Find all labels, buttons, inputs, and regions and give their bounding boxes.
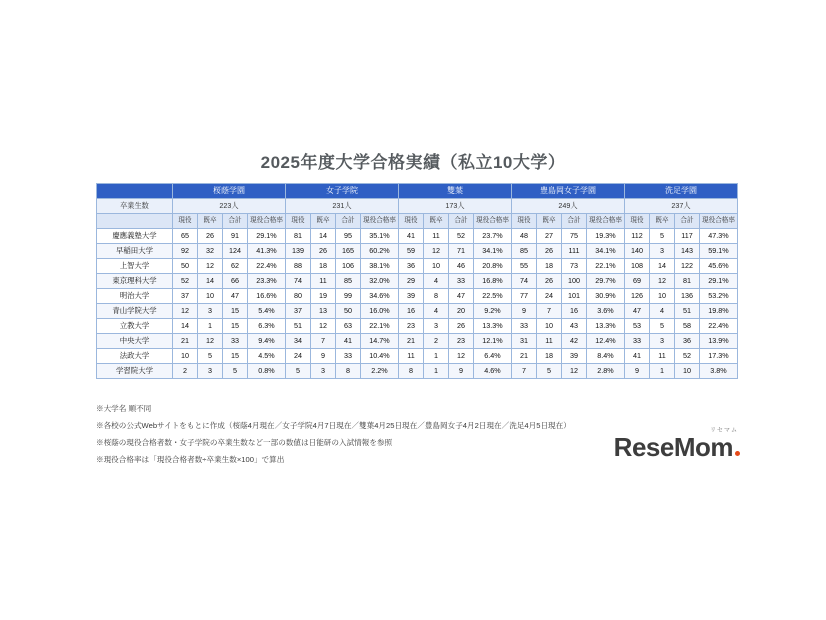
cell-value: 29 [399, 274, 424, 289]
cell-rate: 29.1% [700, 274, 738, 289]
cell-rate: 9.4% [248, 334, 286, 349]
cell-value: 26 [537, 244, 562, 259]
university-name: 学習院大学 [97, 364, 173, 379]
cell-rate: 6.3% [248, 319, 286, 334]
cell-value: 18 [311, 259, 336, 274]
cell-rate: 22.4% [248, 259, 286, 274]
cell-value: 88 [286, 259, 311, 274]
logo-text-main: Rese [613, 432, 674, 462]
cell-rate: 22.5% [474, 289, 512, 304]
cell-rate: 8.4% [587, 349, 625, 364]
cell-value: 3 [650, 244, 675, 259]
cell-value: 12 [424, 244, 449, 259]
cell-value: 74 [512, 274, 537, 289]
cell-value: 66 [223, 274, 248, 289]
sub-header-goukei-0: 合計 [223, 214, 248, 229]
cell-value: 47 [625, 304, 650, 319]
cell-rate: 13.3% [587, 319, 625, 334]
sub-header-goukei-3: 合計 [562, 214, 587, 229]
graduates-value-4: 237人 [625, 199, 738, 214]
cell-rate: 2.8% [587, 364, 625, 379]
cell-rate: 38.1% [361, 259, 399, 274]
cell-value: 23 [399, 319, 424, 334]
cell-rate: 10.4% [361, 349, 399, 364]
cell-value: 33 [625, 334, 650, 349]
cell-rate: 14.7% [361, 334, 399, 349]
cell-value: 33 [336, 349, 361, 364]
cell-rate: 4.6% [474, 364, 512, 379]
cell-value: 9 [311, 349, 336, 364]
cell-value: 99 [336, 289, 361, 304]
cell-value: 59 [399, 244, 424, 259]
university-name: 中央大学 [97, 334, 173, 349]
cell-value: 37 [173, 289, 198, 304]
cell-rate: 22.4% [700, 319, 738, 334]
cell-rate: 6.4% [474, 349, 512, 364]
cell-value: 8 [424, 289, 449, 304]
cell-value: 16 [562, 304, 587, 319]
cell-value: 24 [537, 289, 562, 304]
cell-rate: 12.4% [587, 334, 625, 349]
cell-value: 31 [512, 334, 537, 349]
cell-value: 81 [286, 229, 311, 244]
cell-value: 71 [449, 244, 474, 259]
cell-value: 39 [562, 349, 587, 364]
corner-header-cell [97, 184, 173, 199]
cell-value: 1 [424, 349, 449, 364]
cell-value: 92 [173, 244, 198, 259]
cell-value: 36 [675, 334, 700, 349]
table-row [97, 274, 738, 289]
cell-value: 95 [336, 229, 361, 244]
cell-value: 2 [173, 364, 198, 379]
cell-value: 50 [336, 304, 361, 319]
cell-value: 7 [512, 364, 537, 379]
cell-rate: 22.1% [361, 319, 399, 334]
cell-value: 12 [311, 319, 336, 334]
sub-header-genneki-2: 現役 [399, 214, 424, 229]
cell-value: 18 [537, 259, 562, 274]
university-name: 法政大学 [97, 349, 173, 364]
graduates-value-2: 173人 [399, 199, 512, 214]
cell-value: 74 [286, 274, 311, 289]
cell-rate: 23.7% [474, 229, 512, 244]
cell-rate: 45.6% [700, 259, 738, 274]
cell-value: 8 [336, 364, 361, 379]
cell-value: 4 [424, 274, 449, 289]
cell-value: 12 [562, 364, 587, 379]
cell-value: 14 [173, 319, 198, 334]
cell-value: 9 [625, 364, 650, 379]
cell-rate: 30.9% [587, 289, 625, 304]
cell-rate: 13.9% [700, 334, 738, 349]
sub-header-rate-2: 現役合格率 [474, 214, 512, 229]
cell-value: 1 [650, 364, 675, 379]
cell-value: 106 [336, 259, 361, 274]
cell-value: 139 [286, 244, 311, 259]
cell-value: 15 [223, 304, 248, 319]
cell-value: 9 [449, 364, 474, 379]
footnote-0: ※大学名 順不同 [96, 404, 152, 413]
cell-value: 122 [675, 259, 700, 274]
cell-value: 65 [173, 229, 198, 244]
cell-value: 26 [311, 244, 336, 259]
cell-rate: 29.1% [248, 229, 286, 244]
cell-value: 50 [173, 259, 198, 274]
cell-rate: 35.1% [361, 229, 399, 244]
cell-value: 100 [562, 274, 587, 289]
cell-value: 53 [625, 319, 650, 334]
cell-value: 55 [512, 259, 537, 274]
cell-value: 19 [311, 289, 336, 304]
cell-value: 1 [198, 319, 223, 334]
cell-value: 165 [336, 244, 361, 259]
table-row [97, 334, 738, 349]
sub-header-kisotsu-4: 既卒 [650, 214, 675, 229]
cell-value: 5 [650, 319, 675, 334]
cell-value: 10 [198, 289, 223, 304]
graduates-row [97, 199, 738, 214]
cell-rate: 34.1% [474, 244, 512, 259]
cell-value: 117 [675, 229, 700, 244]
cell-value: 1 [424, 364, 449, 379]
cell-value: 14 [311, 229, 336, 244]
school-header-joshigakuin: 女子学院 [286, 184, 399, 199]
cell-value: 33 [223, 334, 248, 349]
cell-value: 34 [286, 334, 311, 349]
cell-value: 62 [223, 259, 248, 274]
university-name: 早稲田大学 [97, 244, 173, 259]
cell-rate: 19.3% [587, 229, 625, 244]
cell-rate: 3.8% [700, 364, 738, 379]
cell-rate: 16.8% [474, 274, 512, 289]
cell-value: 37 [286, 304, 311, 319]
cell-rate: 34.1% [587, 244, 625, 259]
school-header-toshimagaoka: 豊島岡女子学園 [512, 184, 625, 199]
cell-value: 2 [424, 334, 449, 349]
sub-header-genneki-0: 現役 [173, 214, 198, 229]
cell-value: 14 [198, 274, 223, 289]
cell-value: 10 [537, 319, 562, 334]
cell-value: 43 [562, 319, 587, 334]
cell-value: 75 [562, 229, 587, 244]
cell-value: 11 [537, 334, 562, 349]
footnote-3: ※現役合格率は「現役合格者数÷卒業生数×100」で算出 [96, 455, 285, 464]
sub-header-kisotsu-0: 既卒 [198, 214, 223, 229]
cell-rate: 16.0% [361, 304, 399, 319]
sub-header-goukei-2: 合計 [449, 214, 474, 229]
cell-rate: 9.2% [474, 304, 512, 319]
school-header-sakuragaoka: 桜蔭学園 [173, 184, 286, 199]
cell-rate: 20.8% [474, 259, 512, 274]
table-row [97, 319, 738, 334]
university-name: 青山学院大学 [97, 304, 173, 319]
school-header-senzoku: 洗足学園 [625, 184, 738, 199]
cell-value: 85 [512, 244, 537, 259]
logo-subtext: リセマム [710, 428, 738, 434]
cell-value: 3 [650, 334, 675, 349]
university-name: 明治大学 [97, 289, 173, 304]
cell-value: 9 [512, 304, 537, 319]
cell-value: 126 [625, 289, 650, 304]
sub-header-kisotsu-3: 既卒 [537, 214, 562, 229]
cell-value: 12 [650, 274, 675, 289]
cell-value: 26 [449, 319, 474, 334]
cell-value: 52 [449, 229, 474, 244]
cell-value: 51 [675, 304, 700, 319]
cell-value: 124 [223, 244, 248, 259]
resemom-logo [600, 428, 740, 466]
cell-value: 143 [675, 244, 700, 259]
cell-value: 27 [537, 229, 562, 244]
cell-value: 77 [512, 289, 537, 304]
cell-rate: 29.7% [587, 274, 625, 289]
cell-value: 24 [286, 349, 311, 364]
cell-value: 52 [173, 274, 198, 289]
cell-value: 58 [675, 319, 700, 334]
cell-value: 11 [311, 274, 336, 289]
cell-value: 41 [399, 229, 424, 244]
cell-value: 13 [311, 304, 336, 319]
sub-header-genneki-3: 現役 [512, 214, 537, 229]
cell-value: 80 [286, 289, 311, 304]
cell-rate: 5.4% [248, 304, 286, 319]
university-name: 慶應義塾大学 [97, 229, 173, 244]
sub-header-genneki-1: 現役 [286, 214, 311, 229]
table-row [97, 244, 738, 259]
graduates-label: 卒業生数 [97, 199, 173, 214]
cell-value: 11 [399, 349, 424, 364]
cell-value: 111 [562, 244, 587, 259]
logo-dot-icon [735, 451, 740, 456]
cell-value: 3 [198, 304, 223, 319]
results-table [96, 183, 738, 379]
cell-value: 33 [512, 319, 537, 334]
cell-value: 11 [424, 229, 449, 244]
cell-value: 21 [512, 349, 537, 364]
table-row [97, 364, 738, 379]
cell-value: 39 [399, 289, 424, 304]
university-name: 東京理科大学 [97, 274, 173, 289]
cell-value: 108 [625, 259, 650, 274]
cell-value: 140 [625, 244, 650, 259]
cell-rate: 53.2% [700, 289, 738, 304]
cell-rate: 22.1% [587, 259, 625, 274]
cell-value: 63 [336, 319, 361, 334]
footnote-2: ※桜蔭の現役合格者数・女子学院の卒業生数など一部の数値は日能研の入試情報を参照 [96, 438, 393, 447]
cell-value: 47 [449, 289, 474, 304]
cell-value: 7 [537, 304, 562, 319]
cell-value: 15 [223, 319, 248, 334]
school-header-row [97, 184, 738, 199]
university-name: 上智大学 [97, 259, 173, 274]
cell-value: 48 [512, 229, 537, 244]
cell-value: 10 [650, 289, 675, 304]
sub-header-genneki-4: 現役 [625, 214, 650, 229]
cell-value: 16 [399, 304, 424, 319]
cell-value: 81 [675, 274, 700, 289]
cell-value: 5 [537, 364, 562, 379]
cell-value: 3 [424, 319, 449, 334]
cell-rate: 41.3% [248, 244, 286, 259]
cell-value: 36 [399, 259, 424, 274]
cell-rate: 0.8% [248, 364, 286, 379]
table-row [97, 289, 738, 304]
cell-rate: 16.6% [248, 289, 286, 304]
cell-value: 7 [311, 334, 336, 349]
cell-value: 33 [449, 274, 474, 289]
cell-value: 46 [449, 259, 474, 274]
cell-value: 41 [336, 334, 361, 349]
cell-value: 21 [399, 334, 424, 349]
cell-rate: 2.2% [361, 364, 399, 379]
cell-rate: 4.5% [248, 349, 286, 364]
cell-rate: 23.3% [248, 274, 286, 289]
university-name: 立教大学 [97, 319, 173, 334]
cell-value: 101 [562, 289, 587, 304]
cell-value: 112 [625, 229, 650, 244]
cell-value: 10 [675, 364, 700, 379]
cell-rate: 47.3% [700, 229, 738, 244]
cell-value: 12 [198, 334, 223, 349]
sub-header-corner [97, 214, 173, 229]
cell-value: 42 [562, 334, 587, 349]
cell-value: 5 [286, 364, 311, 379]
cell-value: 136 [675, 289, 700, 304]
sub-header-kisotsu-1: 既卒 [311, 214, 336, 229]
cell-rate: 60.2% [361, 244, 399, 259]
cell-rate: 59.1% [700, 244, 738, 259]
cell-value: 4 [424, 304, 449, 319]
cell-value: 23 [449, 334, 474, 349]
cell-value: 11 [650, 349, 675, 364]
cell-value: 5 [223, 364, 248, 379]
sub-header-rate-1: 現役合格率 [361, 214, 399, 229]
cell-rate: 12.1% [474, 334, 512, 349]
cell-value: 10 [424, 259, 449, 274]
cell-value: 73 [562, 259, 587, 274]
table-row [97, 349, 738, 364]
cell-value: 85 [336, 274, 361, 289]
sub-header-rate-3: 現役合格率 [587, 214, 625, 229]
footnote-1: ※各校の公式Webサイトをもとに作成（桜蔭4月現在／女子学院4月7日現在／雙葉4月25日現在／豊島岡女子4月2日現在／洗足4月5日現在） [96, 421, 571, 430]
cell-rate: 32.0% [361, 274, 399, 289]
cell-value: 4 [650, 304, 675, 319]
logo-text-accent: Mom [673, 432, 733, 462]
cell-value: 3 [198, 364, 223, 379]
cell-value: 5 [650, 229, 675, 244]
sub-header-goukei-1: 合計 [336, 214, 361, 229]
cell-value: 20 [449, 304, 474, 319]
cell-rate: 19.8% [700, 304, 738, 319]
cell-rate: 13.3% [474, 319, 512, 334]
sub-header-row [97, 214, 738, 229]
cell-value: 12 [198, 259, 223, 274]
cell-value: 8 [399, 364, 424, 379]
cell-value: 91 [223, 229, 248, 244]
table-row [97, 229, 738, 244]
cell-value: 26 [198, 229, 223, 244]
table-row [97, 304, 738, 319]
cell-value: 52 [675, 349, 700, 364]
graduates-value-1: 231人 [286, 199, 399, 214]
cell-rate: 3.6% [587, 304, 625, 319]
cell-value: 21 [173, 334, 198, 349]
sub-header-goukei-4: 合計 [675, 214, 700, 229]
cell-value: 26 [537, 274, 562, 289]
sub-header-rate-0: 現役合格率 [248, 214, 286, 229]
page-title: 2025年度大学合格実績（私立10大学） [260, 153, 566, 172]
cell-rate: 17.3% [700, 349, 738, 364]
cell-value: 10 [173, 349, 198, 364]
cell-value: 51 [286, 319, 311, 334]
cell-value: 14 [650, 259, 675, 274]
graduates-value-3: 249人 [512, 199, 625, 214]
cell-value: 41 [625, 349, 650, 364]
results-table-container [96, 183, 736, 379]
cell-rate: 34.6% [361, 289, 399, 304]
cell-value: 15 [223, 349, 248, 364]
cell-value: 12 [173, 304, 198, 319]
table-row [97, 259, 738, 274]
graduates-value-0: 223人 [173, 199, 286, 214]
cell-value: 5 [198, 349, 223, 364]
cell-value: 18 [537, 349, 562, 364]
school-header-futaba: 雙葉 [399, 184, 512, 199]
cell-value: 47 [223, 289, 248, 304]
sub-header-rate-4: 現役合格率 [700, 214, 738, 229]
cell-value: 3 [311, 364, 336, 379]
sub-header-kisotsu-2: 既卒 [424, 214, 449, 229]
cell-value: 12 [449, 349, 474, 364]
cell-value: 69 [625, 274, 650, 289]
cell-value: 32 [198, 244, 223, 259]
